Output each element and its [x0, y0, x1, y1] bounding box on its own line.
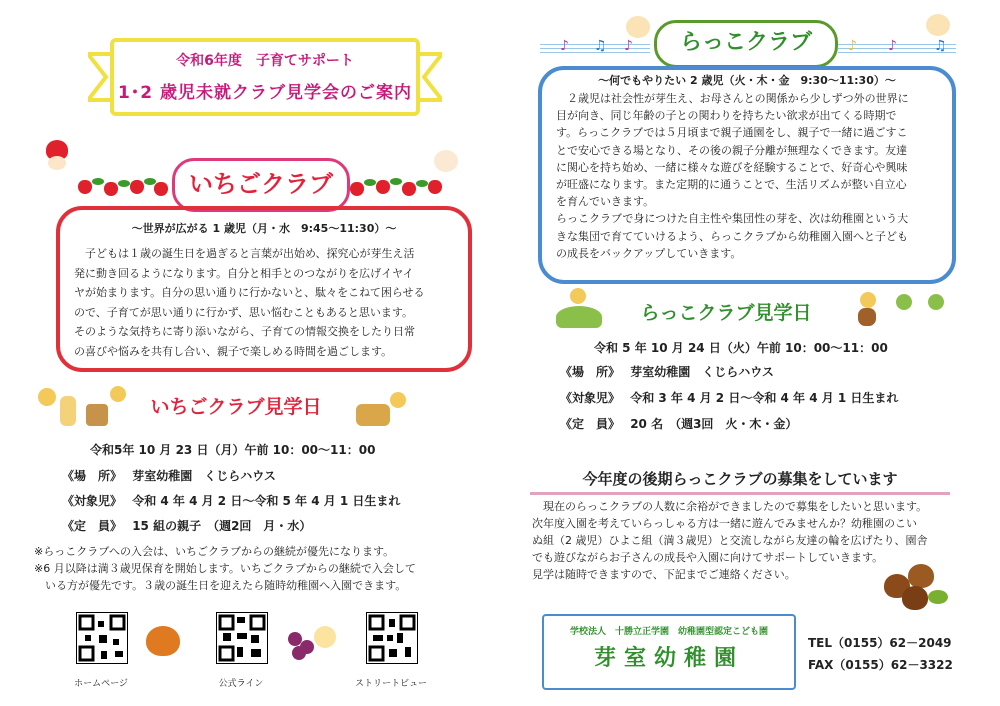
school-name-box: [542, 614, 796, 690]
body-line: す。らっこクラブでは５月頃まで親子通園をし、親子で一緒に過ごすこ: [556, 126, 908, 140]
ichigo-date: 令和5年 10 月 23 日（月）午前 10：00～11：00: [90, 443, 376, 457]
note-line: いる方が優先です。３歳の誕生日を迎えたら随時幼稚園へ入園できます。: [34, 579, 407, 592]
rakko-kengaku-title: らっこクラブ見学日: [640, 302, 812, 324]
banner-subtitle: 令和6年度 子育てサポート: [176, 53, 354, 69]
ichigo-subtitle: ～世界が広がる 1 歳児（月・水 9:45～11:30）～: [131, 222, 397, 235]
body-line: でも遊びながらお子さんの成長や入園に向けてサポートしていきます。: [532, 551, 884, 564]
kids-music-band-illustration: [856, 288, 956, 328]
body-line: を育んでいきます。: [556, 195, 655, 209]
body-line: ので、子育てが思い通りに行かず、思い悩むこともあると思います。: [74, 305, 414, 319]
strawberry-garland-left-icon: [74, 176, 172, 196]
capacity-value: 15 組の親子 （週2回 月・水）: [132, 519, 312, 533]
homepage-qr-code[interactable]: [76, 612, 128, 664]
body-line: に関心を持ち始め、一緒に様々な遊びを経験することで、好奇心や興味: [556, 160, 908, 174]
body-line: の喜びや悩みを共有し合い、親子で楽しめる時間を過ごします。: [74, 344, 393, 358]
ichigo-capacity-row: [62, 517, 311, 534]
line-qr-label: 公式ライン: [218, 679, 264, 689]
rakko-club-title: らっこクラブ: [654, 20, 838, 68]
note-line: ※6 月以降は満３歳児保育を開始します。いちごクラブからの継続で入会して: [34, 562, 416, 575]
capacity-value: 20 名 （週3回 火・木・金）: [630, 417, 798, 431]
music-staff-right-icon: ♪ ♪ ♫: [838, 38, 956, 58]
body-line: 現在のらっこクラブの人数に余裕ができましたので募集をしたいと思います。: [532, 500, 928, 513]
ichigo-club-title: いちごクラブ: [172, 158, 350, 212]
rakko-subtitle: ～何でもやりたい 2 歳児（火・木・金 9:30～11:30）～: [598, 74, 896, 87]
rakko-target-row: [560, 389, 898, 406]
homepage-qr-label: ホームページ: [74, 679, 128, 689]
body-line: 目が向き、同じ年齢の子との関わりを持ちたい欲求が出てくる時期で: [556, 109, 897, 123]
body-line: らっこクラブで身につけた自主性や集団性の芽を、次は幼稚園という大: [556, 212, 909, 226]
ichigo-target-row: [62, 492, 400, 509]
place-value: 芽室幼稚園 くじらハウス: [132, 469, 276, 483]
school-name: 芽室幼稚園: [593, 646, 744, 671]
body-line: 発に動き回るようになります。自分と相手とのつながりを広げイヤイ: [74, 266, 414, 280]
chestnuts-illustration: [880, 560, 952, 614]
place-label: 《場 所》: [62, 469, 117, 483]
body-line: 次年度入園を考えていらっしゃる方は一緒に遊んでみませんか？幼稚園のこい: [532, 517, 917, 530]
capacity-label: 《定 員》: [62, 519, 117, 533]
kids-stump-illustration: [352, 388, 408, 428]
ichigo-description-box: [56, 206, 472, 372]
ichigo-body: [74, 244, 468, 361]
body-line: きな集団で育てていけるよう、らっこクラブから幼稚園入園へと子ども: [556, 229, 908, 243]
fax-number: FAX（0155）62－3322: [808, 658, 953, 672]
body-line: ２歳児は社会性が芽生え、お母さんとの関係から少しずつ外の世界に: [556, 92, 909, 105]
grape-character-icon: [288, 622, 338, 662]
school-corporation: 学校法人 十勝立正学園 幼稚園型認定こども園: [569, 627, 768, 637]
target-value: 令和 3 年 4 月 2 日～令和 4 年 4 月 1 日生まれ: [630, 391, 899, 405]
santa-strawberry-icon: [46, 140, 68, 170]
capacity-label: 《定 員》: [560, 417, 615, 431]
chestnut-character-icon: [146, 626, 180, 656]
line-qr-code[interactable]: [216, 612, 268, 664]
notes: [34, 543, 494, 594]
ichigo-place-row: [62, 467, 276, 484]
target-label: 《対象児》: [62, 494, 117, 508]
target-label: 《対象児》: [560, 391, 615, 405]
phone-number: TEL（0155）62－2049: [808, 636, 952, 650]
recruitment-heading: 今年度の後期らっこクラブの募集をしています: [530, 466, 950, 495]
body-line: 見学は随時できますので、下記までご連絡ください。: [532, 568, 796, 581]
body-line: 子どもは１歳の誕生日を過ぎると言葉が出始め、探究心が芽生え活: [74, 247, 415, 260]
baby-face-icon: [926, 14, 950, 36]
kids-playing-illustration: [32, 380, 128, 430]
place-value: 芽室幼稚園 くじらハウス: [630, 365, 774, 379]
title-banner: [88, 34, 442, 120]
body-line: ヤが始まります。自分の思い通りに行かないと、駄々をこねて困らせる: [74, 286, 425, 299]
target-value: 令和 4 年 4 月 2 日～令和 5 年 4 月 1 日生まれ: [132, 494, 401, 508]
kids-climbing-illustration: [552, 288, 606, 330]
street-view-qr-code[interactable]: [366, 612, 418, 664]
baby-face-icon: [434, 150, 458, 172]
baby-face-icon: [626, 16, 650, 38]
street-view-qr-label: ストリートビュー: [354, 679, 427, 689]
rakko-capacity-row: [560, 415, 797, 432]
rakko-date: 令和 5 年 10 月 24 日（火）午前 10：00～11：00: [594, 341, 888, 355]
rakko-place-row: [560, 363, 774, 380]
body-line: ぬ組（2 歳児）ひよこ組（満３歳児）と交流しながら友達の輪を広げたり、園舎: [532, 534, 928, 547]
body-line: が旺盛になります。また定期的に通うことで、生活リズムが整い自立心: [556, 178, 907, 192]
rakko-body: [556, 90, 952, 262]
banner-ribbon-shape: [88, 34, 442, 120]
ichigo-kengaku-title: いちごクラブ見学日: [150, 396, 322, 418]
place-label: 《場 所》: [560, 365, 615, 379]
strawberry-garland-right-icon: [348, 176, 458, 196]
note-line: ※らっこクラブへの入会は、いちごクラブからの継続が優先になります。: [34, 545, 395, 558]
music-staff-left-icon: ♪ ♫ ♪: [540, 38, 650, 58]
body-line: そのような気持ちに寄り添いながら、子育ての情報交換をしたり日常: [74, 325, 415, 338]
rakko-description-box: [538, 66, 956, 284]
body-line: の成長をバックアップしていきます。: [556, 246, 742, 260]
banner-title: 1･2 歳児未就クラブ見学会のご案内: [117, 83, 413, 103]
body-line: とで安心できる場となり、その後の親子分離が無理なくできます。友達: [556, 143, 908, 157]
